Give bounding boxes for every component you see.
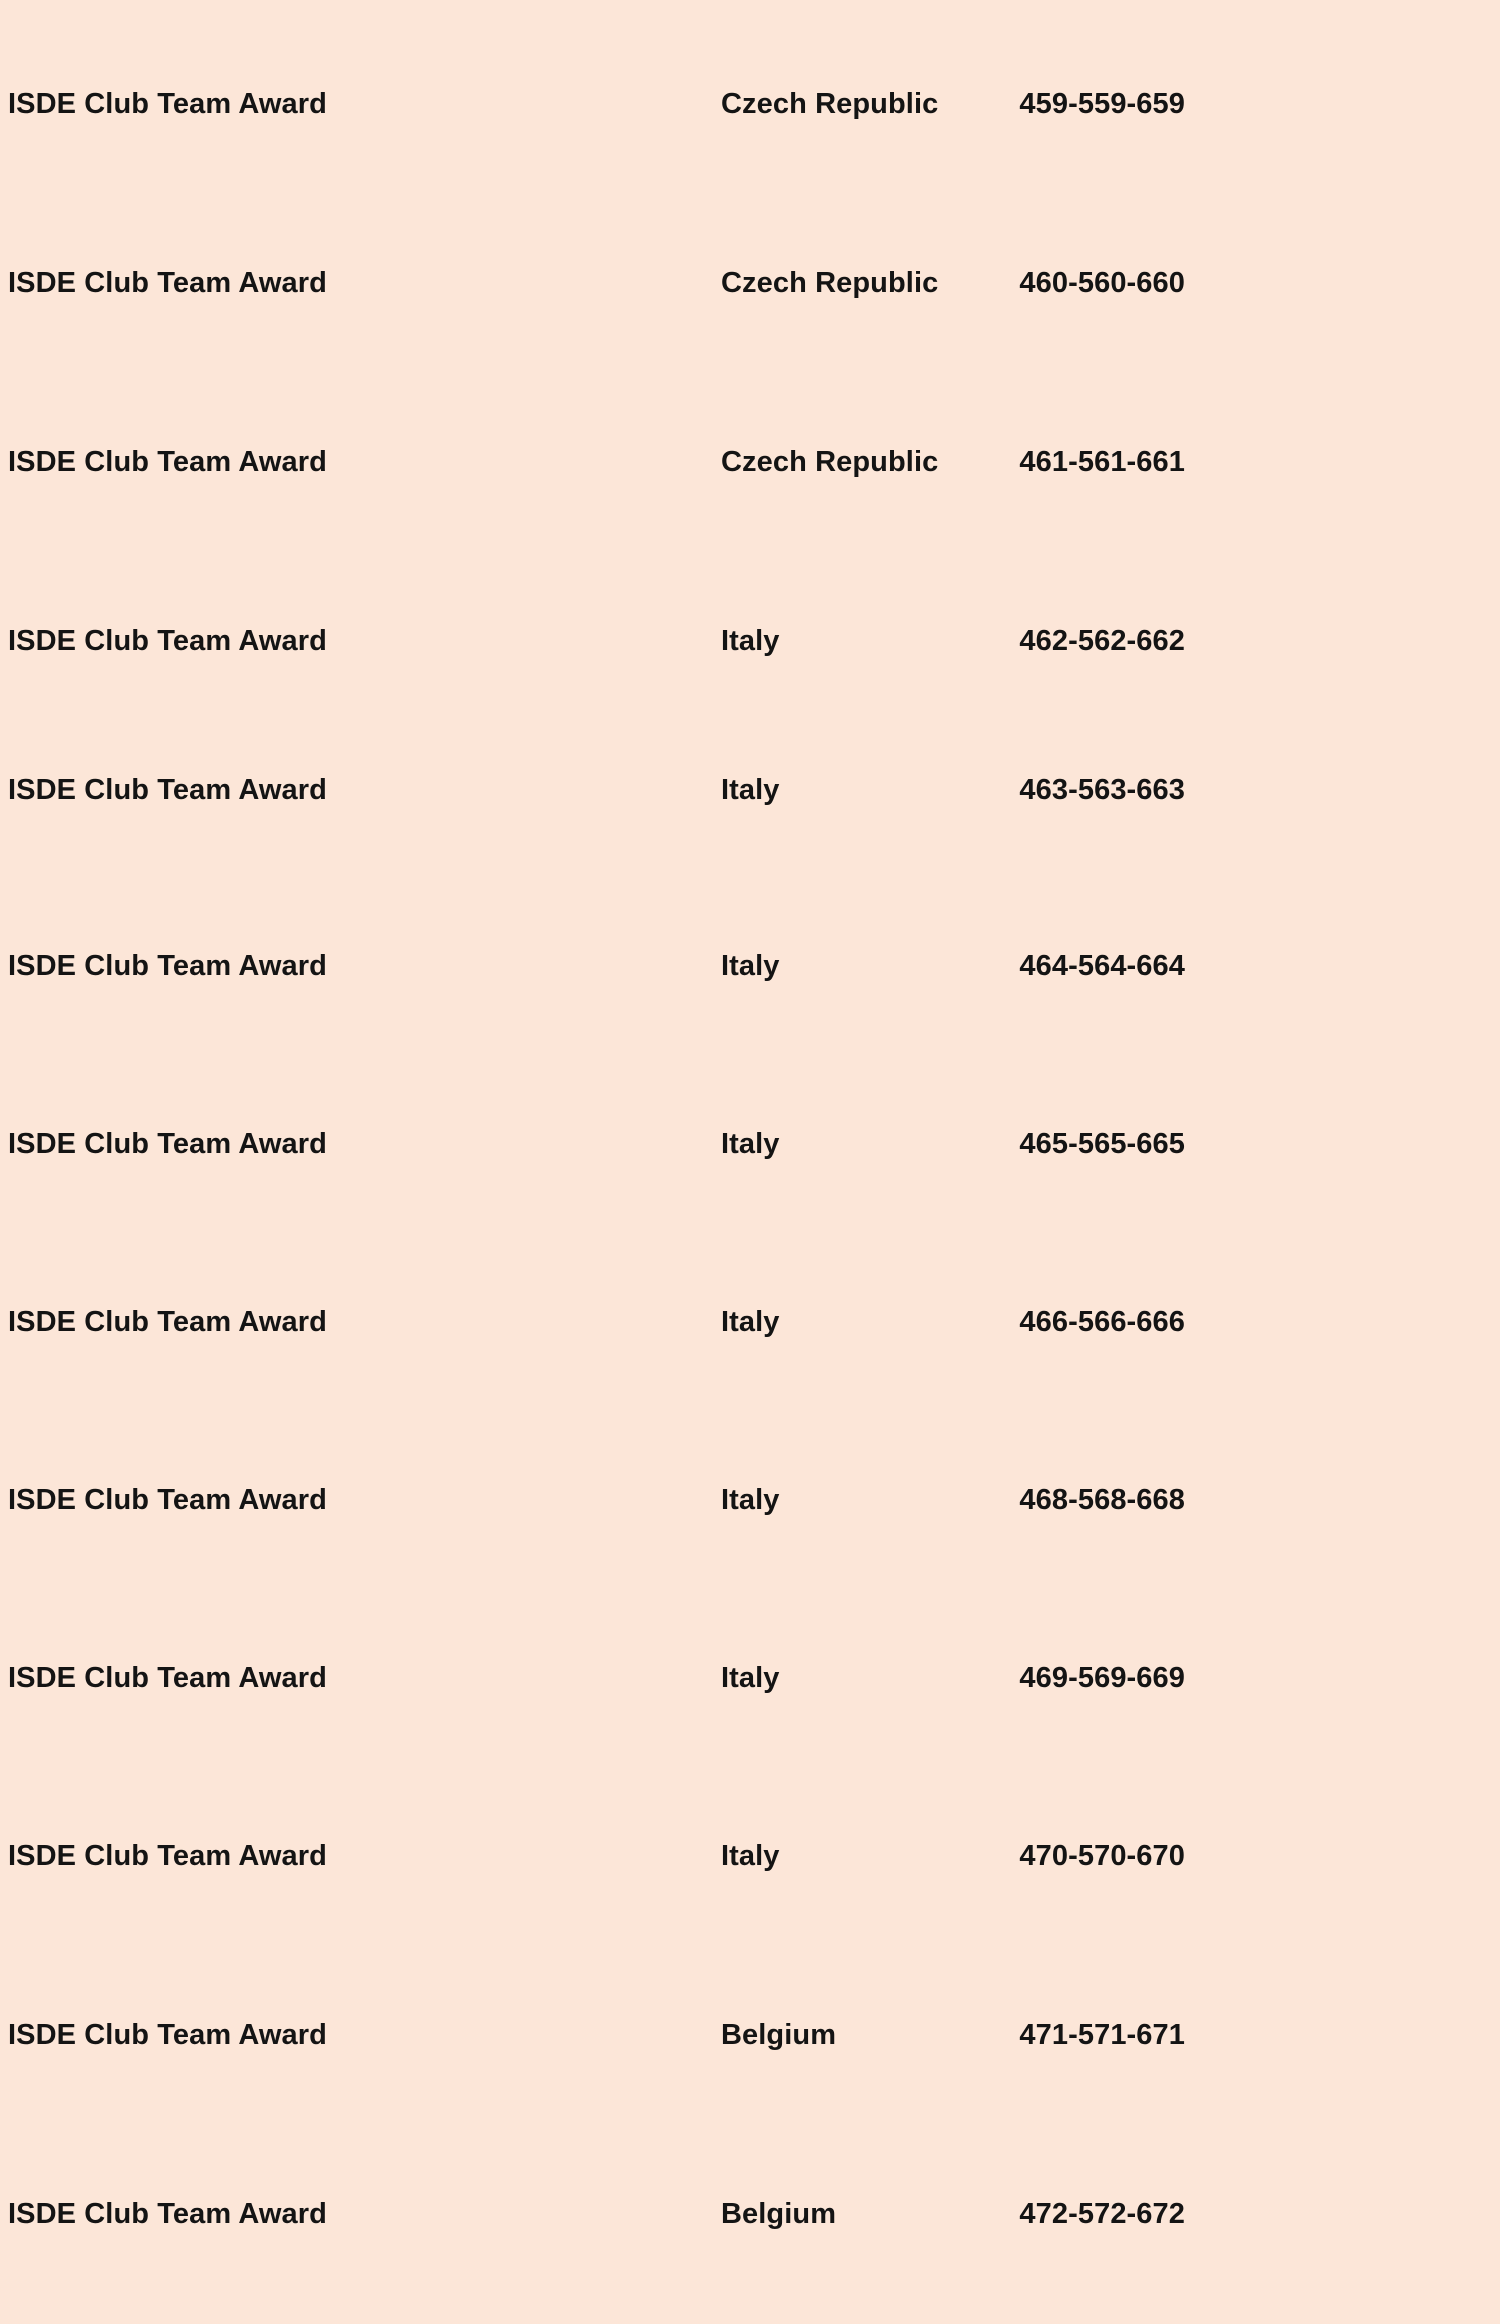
country-name: Czech Republic [721, 446, 939, 478]
country-name: Czech Republic [721, 267, 939, 299]
award-name: ISDE Club Team Award [8, 774, 327, 806]
award-name: ISDE Club Team Award [8, 625, 327, 657]
rider-numbers: 470-570-670 [1019, 1840, 1185, 1872]
award-name: ISDE Club Team Award [8, 1128, 327, 1160]
table-row [0, 776, 1500, 816]
rider-numbers: 464-564-664 [1019, 950, 1185, 982]
country-name: Italy [721, 1840, 780, 1872]
country-name: Italy [721, 774, 780, 806]
country-name: Italy [721, 1662, 780, 1694]
country-name: Italy [721, 1306, 780, 1338]
rider-numbers: 471-571-671 [1019, 2019, 1185, 2051]
country-name: Italy [721, 950, 780, 982]
rider-numbers: 469-569-669 [1019, 1662, 1185, 1694]
country-name: Czech Republic [721, 88, 939, 120]
country-name: Belgium [721, 2019, 837, 2051]
award-name: ISDE Club Team Award [8, 1306, 327, 1338]
award-name: ISDE Club Team Award [8, 2019, 327, 2051]
table-row [0, 1664, 1500, 1704]
award-name: ISDE Club Team Award [8, 2198, 327, 2230]
table-row [0, 269, 1500, 309]
rider-numbers: 462-562-662 [1019, 625, 1185, 657]
table-row [0, 90, 1500, 130]
award-name: ISDE Club Team Award [8, 950, 327, 982]
rider-numbers: 459-559-659 [1019, 88, 1185, 120]
table-row [0, 627, 1500, 667]
award-name: ISDE Club Team Award [8, 267, 327, 299]
table-row [0, 1842, 1500, 1882]
award-name: ISDE Club Team Award [8, 1484, 327, 1516]
rider-numbers: 465-565-665 [1019, 1128, 1185, 1160]
award-name: ISDE Club Team Award [8, 88, 327, 120]
country-name: Italy [721, 1128, 780, 1160]
table-row [0, 2200, 1500, 2240]
country-name: Italy [721, 625, 780, 657]
rider-numbers: 463-563-663 [1019, 774, 1185, 806]
table-row [0, 448, 1500, 488]
rider-numbers: 460-560-660 [1019, 267, 1185, 299]
table-row [0, 1308, 1500, 1348]
table-row [0, 2021, 1500, 2061]
country-name: Italy [721, 1484, 780, 1516]
award-name: ISDE Club Team Award [8, 446, 327, 478]
table-row [0, 1486, 1500, 1526]
award-name: ISDE Club Team Award [8, 1662, 327, 1694]
country-name: Belgium [721, 2198, 837, 2230]
rider-numbers: 461-561-661 [1019, 446, 1185, 478]
table-row [0, 952, 1500, 992]
rider-numbers: 468-568-668 [1019, 1484, 1185, 1516]
table-row [0, 1130, 1500, 1170]
rider-numbers: 466-566-666 [1019, 1306, 1185, 1338]
award-name: ISDE Club Team Award [8, 1840, 327, 1872]
rider-numbers: 472-572-672 [1019, 2198, 1185, 2230]
